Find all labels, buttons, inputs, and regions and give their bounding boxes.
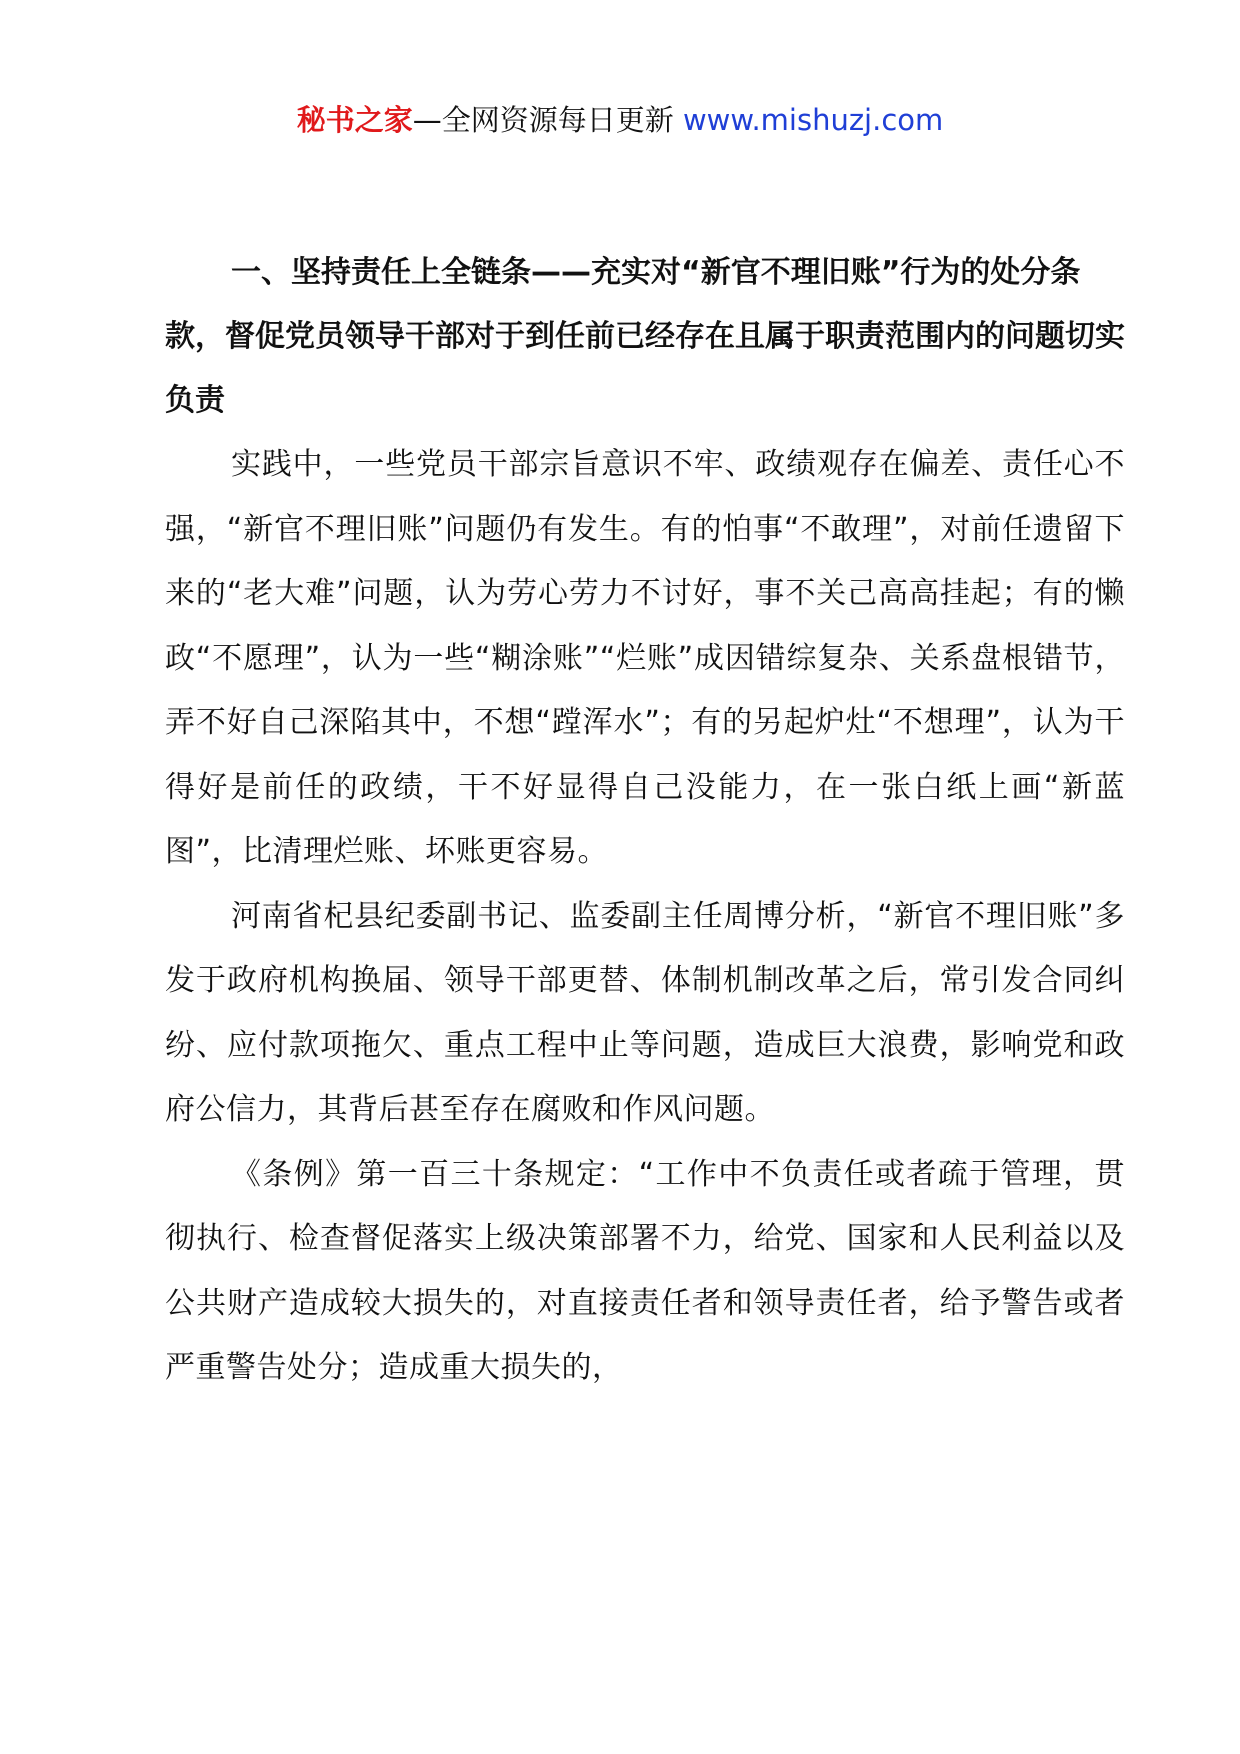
paragraph-3: 《条例》第一百三十条规定：“工作中不负责任或者疏于管理，贯彻执行、检查督促落实上级决策部署不力，给党、国家和人民利益以及公共财产造成较大损失的，对直接责任者和领导责任者，给予警告或者严重警告处分；造成重大损失的，	[165, 1156, 1125, 1385]
paragraph-1: 实践中，一些党员干部宗旨意识不牢、政绩观存在偏差、责任心不强，“新官不理旧账”问题仍有发生。有的怕事“不敢理”，对前任遗留下来的“老大难”问题，认为劳心劳力不讨好，事不关己高高挂起；有的懒政“不愿理”，认为一些“糊涂账”“烂账”成因错综复杂、关系盘根错节，弄不好自己深陷其中，不想“蹚浑水”；有的另起炉灶“不想理”，认为干得好是前任的政绩，干不好显得自己没能力，在一张白纸上画“新蓝图”，比清理烂账、坏账更容易。	[165, 447, 1125, 869]
section-heading: 一、坚持责任上全链条——充实对“新官不理旧账”行为的处分条款，督促党员领导干部对于到任前已经存在且属于职责范围内的问题切实负责	[165, 255, 1125, 418]
site-url-link[interactable]: www.mishuzj.com	[682, 103, 944, 137]
site-tagline: —全网资源每日更新	[412, 103, 674, 137]
paragraph-2: 河南省杞县纪委副书记、监委副主任周博分析，“新官不理旧账”多发于政府机构换届、领导干部更替、体制机制改革之后，常引发合同纠纷、应付款项拖欠、重点工程中止等问题，造成巨大浪费，影响党和政府公信力，其背后甚至存在腐败和作风问题。	[165, 898, 1125, 1127]
site-brand: 秘书之家	[296, 103, 413, 137]
document-body	[165, 241, 1125, 1401]
site-header	[0, 100, 1240, 140]
